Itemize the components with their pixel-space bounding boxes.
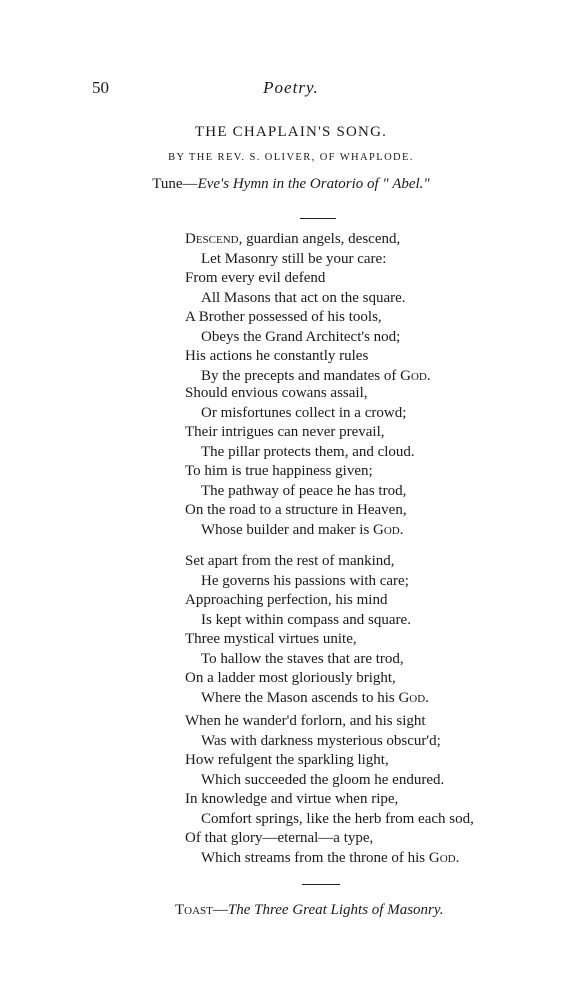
verse-line: The pillar protects them, and cloud.	[201, 443, 415, 460]
verse-line: Comfort springs, like the herb from each sod,	[201, 810, 474, 827]
poem-byline: BY THE REV. S. OLIVER, OF WHAPLODE.	[168, 152, 414, 163]
verse-line: His actions he constantly rules	[185, 348, 369, 364]
verse-end-word: God.	[428, 849, 460, 866]
stanza-1	[185, 230, 565, 386]
verse-line: On a ladder most gloriously bright,	[185, 670, 396, 686]
verse-line: Their intrigues can never prevail,	[185, 424, 385, 440]
tune-line	[0, 176, 582, 193]
stanza-4	[185, 712, 565, 868]
verse-line: To hallow the staves that are trod,	[201, 650, 404, 667]
verse-line: In knowledge and virtue when ripe,	[185, 791, 399, 807]
ornamental-rule-bottom	[302, 884, 340, 885]
verse-line: Of that glory—eternal—a type,	[185, 830, 374, 846]
verse-lead-word: Descend	[185, 231, 239, 247]
toast-line	[175, 902, 443, 919]
verse-line: A Brother possessed of his tools,	[185, 309, 382, 325]
verse-end-word: God.	[373, 521, 404, 538]
ornamental-rule-top	[300, 218, 336, 219]
verse-line: All Masons that act on the square.	[201, 289, 406, 306]
stanza-2	[185, 384, 565, 540]
verse-end-word: God.	[400, 367, 431, 384]
verse-line: The pathway of peace he has trod,	[201, 482, 407, 499]
verse-line: From every evil defend	[185, 270, 326, 286]
verse-line: Descend, guardian angels, descend,	[185, 231, 401, 247]
toast-dash: —	[212, 902, 228, 918]
verse-line: Was with darkness mysterious obscur'd;	[201, 732, 441, 749]
toast-text: The Three Great Lights of Masonry.	[227, 902, 444, 918]
poem-title: THE CHAPLAIN'S SONG.	[194, 124, 388, 140]
verse-line: Set apart from the rest of mankind,	[185, 553, 395, 569]
toast-label: Toast	[175, 902, 213, 918]
verse-line: When he wander'd forlorn, and his sight	[185, 713, 426, 729]
verse-line: Approaching perfection, his mind	[185, 592, 388, 608]
verse-line: Let Masonry still be your care:	[201, 250, 387, 267]
verse-line: To him is true happiness given;	[185, 463, 373, 479]
verse-line: Which succeeded the gloom he endured.	[201, 771, 445, 788]
verse-line: On the road to a structure in Heaven,	[185, 502, 407, 518]
verse-line: Where the Mason ascends to his God.	[201, 689, 429, 706]
tune-label: Tune—	[152, 176, 198, 192]
verse-line: Obeys the Grand Architect's nod;	[201, 328, 401, 345]
tune-text: Eve's Hymn in the Oratorio of " Abel."	[197, 176, 430, 192]
verse-line: Whose builder and maker is God.	[201, 521, 404, 538]
verse-line: Three mystical virtues unite,	[185, 631, 357, 647]
verse-line: Which streams from the throne of his God.	[201, 849, 460, 866]
running-head: Poetry.	[263, 78, 319, 97]
verse-line: He governs his passions with care;	[201, 572, 409, 589]
verse-line: Or misfortunes collect in a crowd;	[201, 404, 407, 421]
verse-end-word: God.	[398, 689, 429, 706]
verse-line: How refulgent the sparkling light,	[185, 752, 389, 768]
page-number: 50	[92, 78, 109, 97]
verse-line: By the precepts and mandates of God.	[201, 367, 431, 384]
verse-line: Should envious cowans assail,	[185, 385, 368, 401]
verse-line: Is kept within compass and square.	[201, 611, 411, 628]
stanza-3	[185, 552, 565, 708]
